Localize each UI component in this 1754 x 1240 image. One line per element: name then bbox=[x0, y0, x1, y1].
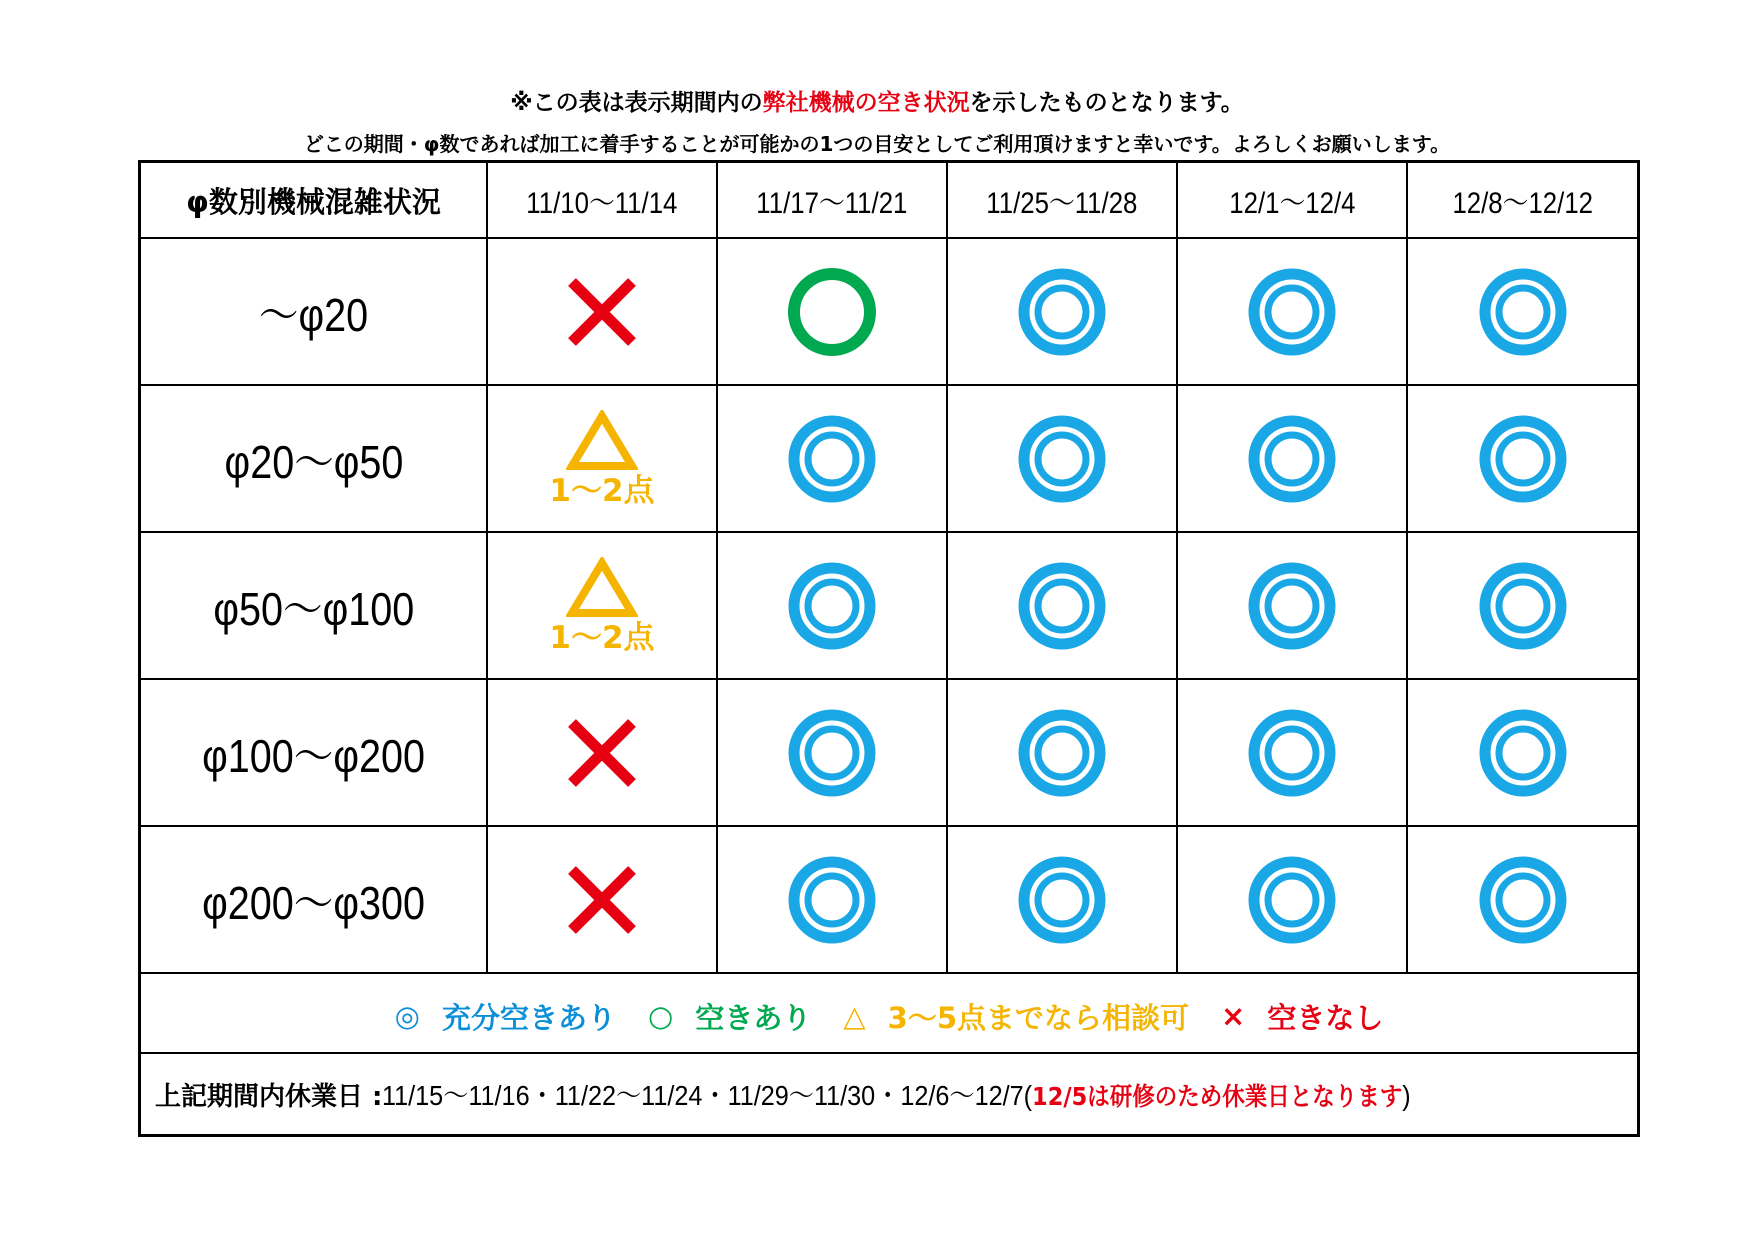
notice-line-1-pre: ※この表は表示期間内の bbox=[510, 90, 763, 116]
legend-double bbox=[395, 996, 616, 1037]
status-cell-content bbox=[1178, 708, 1406, 798]
status-cell-content bbox=[718, 414, 946, 504]
points-note: 1～2点 bbox=[549, 619, 655, 656]
status-cell bbox=[947, 385, 1177, 532]
range-cell bbox=[141, 238, 487, 385]
double-circle-icon bbox=[787, 855, 877, 945]
status-cell-content bbox=[1408, 855, 1637, 945]
status-cell-content bbox=[1178, 267, 1406, 357]
status-cell bbox=[1177, 679, 1407, 826]
status-cell bbox=[947, 238, 1177, 385]
status-cell-content bbox=[1408, 561, 1637, 651]
holidays-label: 上記期間内休業日 : bbox=[155, 1081, 383, 1112]
notice-line-1-highlight: 弊社機械の空き状況 bbox=[762, 90, 970, 116]
double-circle-icon bbox=[1247, 561, 1337, 651]
status-cell-content bbox=[488, 557, 716, 655]
period-label: 11/10～11/14 bbox=[526, 187, 678, 220]
cross-icon bbox=[564, 274, 640, 350]
range-cell bbox=[141, 826, 487, 973]
double-circle-icon bbox=[1478, 561, 1568, 651]
notice-line-2: どこの期間・φ数であれば加工に着手することが可能かの1つの目安としてご利用頂けますと幸いです。よろしくお願いします。 bbox=[303, 132, 1451, 156]
status-cell bbox=[947, 679, 1177, 826]
status-cell bbox=[1407, 385, 1637, 532]
holidays-close-paren: ) bbox=[1402, 1080, 1412, 1111]
status-cell bbox=[487, 385, 717, 532]
period-header bbox=[1407, 163, 1637, 238]
status-cell bbox=[1177, 238, 1407, 385]
legend-circle-text: 空きあり bbox=[695, 1000, 812, 1035]
range-label: ～φ20 bbox=[258, 288, 369, 341]
triangle-icon bbox=[566, 410, 638, 472]
period-label: 11/25～11/28 bbox=[986, 187, 1138, 220]
range-label: φ50～φ100 bbox=[213, 582, 414, 635]
status-cell-content bbox=[488, 862, 716, 938]
status-cell-content bbox=[948, 855, 1176, 945]
status-cell bbox=[717, 238, 947, 385]
header-row bbox=[141, 163, 1637, 238]
holidays-training-note: 12/5は研修のため休業日となります bbox=[1032, 1082, 1403, 1111]
status-cell-content bbox=[1408, 708, 1637, 798]
range-label: φ20～φ50 bbox=[224, 435, 403, 488]
holidays-dates bbox=[382, 1074, 1411, 1114]
period-header bbox=[717, 163, 947, 238]
status-cell bbox=[1407, 826, 1637, 973]
corner-label: φ数別機械混雑状況 bbox=[186, 184, 441, 219]
double-circle-icon bbox=[1478, 414, 1568, 504]
cross-icon bbox=[564, 862, 640, 938]
status-cell bbox=[1407, 679, 1637, 826]
double-circle-icon bbox=[787, 414, 877, 504]
status-cell bbox=[717, 532, 947, 679]
status-cell-content bbox=[948, 414, 1176, 504]
status-cell bbox=[1407, 532, 1637, 679]
status-cell bbox=[487, 679, 717, 826]
range-label: φ200～φ300 bbox=[202, 876, 425, 929]
double-circle-icon bbox=[1017, 267, 1107, 357]
availability-table bbox=[141, 163, 1637, 974]
double-circle-icon bbox=[1247, 267, 1337, 357]
status-cell bbox=[487, 532, 717, 679]
status-cell-content bbox=[1178, 414, 1406, 504]
double-circle-icon bbox=[1247, 414, 1337, 504]
circle-icon: ○ bbox=[648, 999, 674, 1033]
period-header bbox=[1177, 163, 1407, 238]
corner-header bbox=[141, 163, 487, 238]
status-cell bbox=[1177, 532, 1407, 679]
status-cell-content bbox=[488, 274, 716, 350]
status-cell-content bbox=[948, 561, 1176, 651]
status-cell bbox=[487, 826, 717, 973]
double-circle-icon bbox=[1247, 708, 1337, 798]
table-row bbox=[141, 385, 1637, 532]
triangle-icon: △ bbox=[843, 999, 866, 1033]
notice-line-1 bbox=[0, 88, 1754, 118]
holidays-dates-text: 11/15～11/16・11/22～11/24・11/29～11/30・12/6～12/7( bbox=[382, 1080, 1033, 1111]
status-cell bbox=[717, 826, 947, 973]
status-cell bbox=[1177, 385, 1407, 532]
status-cell bbox=[717, 679, 947, 826]
status-cell-content bbox=[718, 708, 946, 798]
triangle-icon bbox=[566, 557, 638, 619]
double-circle-icon bbox=[1017, 708, 1107, 798]
range-label: φ100～φ200 bbox=[202, 729, 425, 782]
table-row bbox=[141, 826, 1637, 973]
double-circle-icon bbox=[1017, 414, 1107, 504]
period-label: 11/17～11/21 bbox=[756, 187, 908, 220]
status-cell-content bbox=[1408, 267, 1637, 357]
table-row bbox=[141, 238, 1637, 385]
range-cell bbox=[141, 679, 487, 826]
status-cell bbox=[487, 238, 717, 385]
legend-circle bbox=[648, 996, 811, 1037]
legend-triangle-text: 3～5点までなら相談可 bbox=[887, 1000, 1189, 1035]
double-circle-icon bbox=[1017, 855, 1107, 945]
legend-triangle bbox=[843, 996, 1189, 1037]
double-circle-icon bbox=[1017, 561, 1107, 651]
status-cell-content bbox=[1178, 561, 1406, 651]
status-cell-content bbox=[718, 266, 946, 358]
legend bbox=[141, 980, 1637, 1054]
status-cell-content bbox=[488, 410, 716, 508]
status-cell-content bbox=[488, 715, 716, 791]
points-note: 1～2点 bbox=[549, 472, 655, 509]
status-cell bbox=[947, 532, 1177, 679]
status-cell bbox=[947, 826, 1177, 973]
status-cell-content bbox=[718, 855, 946, 945]
period-header bbox=[947, 163, 1177, 238]
range-cell bbox=[141, 532, 487, 679]
double-circle-icon bbox=[1478, 855, 1568, 945]
double-circle-icon bbox=[1478, 267, 1568, 357]
table-row bbox=[141, 532, 1637, 679]
cross-icon: × bbox=[1221, 999, 1246, 1033]
range-cell bbox=[141, 385, 487, 532]
status-cell bbox=[717, 385, 947, 532]
availability-board bbox=[138, 160, 1640, 1137]
double-circle-icon bbox=[1247, 855, 1337, 945]
status-cell-content bbox=[1408, 414, 1637, 504]
table-row bbox=[141, 679, 1637, 826]
status-cell-content bbox=[1178, 855, 1406, 945]
double-circle-icon bbox=[787, 561, 877, 651]
period-label: 12/1～12/4 bbox=[1228, 187, 1356, 220]
double-circle-icon bbox=[1478, 708, 1568, 798]
legend-double-text: 充分空きあり bbox=[441, 1000, 616, 1035]
status-cell-content bbox=[718, 561, 946, 651]
double-circle-icon: ◎ bbox=[394, 999, 420, 1033]
notice-line-1-post: を示したものとなります。 bbox=[969, 90, 1244, 116]
double-circle-icon bbox=[787, 708, 877, 798]
status-cell-content bbox=[948, 267, 1176, 357]
status-cell-content bbox=[948, 708, 1176, 798]
holidays-row bbox=[141, 1054, 1637, 1134]
status-cell bbox=[1177, 826, 1407, 973]
status-cell bbox=[1407, 238, 1637, 385]
circle-icon bbox=[786, 266, 878, 358]
cross-icon bbox=[564, 715, 640, 791]
period-header bbox=[487, 163, 717, 238]
period-label: 12/8～12/12 bbox=[1452, 187, 1593, 220]
legend-cross-text: 空きなし bbox=[1267, 1000, 1384, 1035]
legend-cross bbox=[1221, 996, 1383, 1037]
